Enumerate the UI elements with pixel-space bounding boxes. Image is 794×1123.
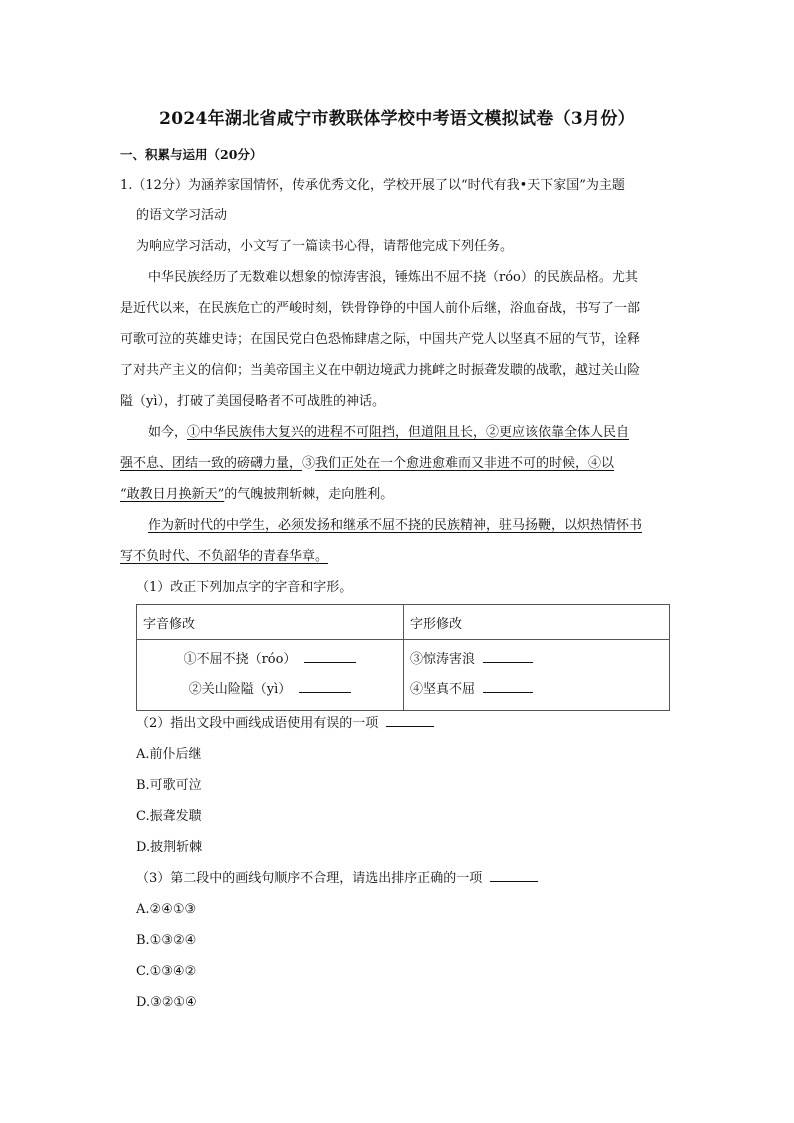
- subquestion-3-text: （3）第二段中的画线句顺序不合理，请选出排序正确的一项: [136, 871, 483, 886]
- passage-p2-text: 如今，: [148, 425, 188, 440]
- table-item: [410, 645, 663, 675]
- passage-p2-line: [120, 485, 393, 505]
- passage-p1-line: 是近代以来，在民族危亡的严峻时刻，铁骨铮铮的中国人前仆后继，浴血奋战，书写了一部: [120, 301, 641, 316]
- passage-p3-line: 作为新时代的中学生，必须发扬和继承不屈不挠的民族精神，驻马扬鞭，以炽热情怀书: [148, 518, 643, 533]
- underlined-sentence-2: ②更应该依靠全体人民自: [486, 425, 630, 440]
- option-item[interactable]: C.①③④②: [136, 964, 197, 979]
- underlined-sentence-4: “敢教日月换新天”: [120, 487, 225, 502]
- answer-blank[interactable]: [483, 650, 533, 663]
- answer-blank[interactable]: [483, 680, 533, 693]
- passage-p1-line: 隘（yì），打破了美国侵略者不可战胜的神话。: [120, 394, 386, 409]
- section-heading: 一、积累与运用（20分）: [120, 147, 263, 162]
- option-item[interactable]: A.前仆后继: [136, 747, 202, 762]
- table-item-text: ①不屈不挠（róo）: [183, 652, 297, 667]
- subquestion-3: [136, 869, 538, 889]
- table-cell-pronunciation: [137, 640, 404, 711]
- passage-p2-line: [148, 423, 629, 443]
- option-item[interactable]: B.①③②④: [136, 933, 197, 948]
- underlined-sentence-3: 我们正处在一个愈进愈难而又非进不可的时候，: [315, 456, 589, 471]
- table-cell-character: [404, 640, 670, 711]
- table-item: [143, 645, 397, 675]
- option-item[interactable]: D.③②①④: [136, 995, 197, 1010]
- sentence-marker-3: ③: [302, 456, 316, 471]
- question-1-line-1: 1.（12分）为涵养家国情怀，传承优秀文化，学校开展了以“时代有我•天下家国”为主题: [120, 178, 625, 193]
- option-item[interactable]: D.披荆斩棘: [136, 840, 203, 855]
- answer-blank[interactable]: [299, 680, 351, 693]
- table-item: [143, 675, 397, 705]
- subquestion-1: （1）改正下列加点字的字音和字形。: [136, 580, 353, 595]
- passage-p2-text: 的气魄披荆斩棘，走向胜利。: [224, 487, 394, 502]
- table-item-text: ②关山险隘（yì）: [188, 682, 292, 697]
- table-item-text: ④坚真不屈: [410, 682, 476, 697]
- subquestion-2-text: （2）指出文段中画线成语使用有误的一项: [136, 716, 379, 731]
- underlined-sentence-2: 强不息、团结一致的磅礴力量，: [120, 456, 303, 471]
- underlined-sentence-4: ④以: [588, 456, 615, 471]
- passage-p1-line: 中华民族经历了无数难以想象的惊涛害浪，锤炼出不屈不挠（róo）的民族品格。尤其: [148, 270, 638, 285]
- passage-p2-line: [120, 454, 614, 474]
- answer-blank[interactable]: [386, 714, 434, 727]
- option-item[interactable]: A.②④①③: [136, 902, 197, 917]
- question-1-intro: 为响应学习活动，小文写了一篇读书心得，请帮他完成下列任务。: [136, 239, 514, 254]
- table-item-text: ③惊涛害浪: [410, 652, 476, 667]
- answer-blank[interactable]: [304, 650, 356, 663]
- passage-p3-line: 写不负时代、不负韶华的青春华章。: [120, 549, 329, 564]
- table-item: [410, 675, 663, 705]
- table-header-character: 字形修改: [404, 605, 670, 640]
- passage-p1-line: 了对共产主义的信仰；当美帝国主义在中朝边境武力挑衅之时振聋发聩的战歌，越过关山险: [120, 363, 641, 378]
- passage-p1-line: 可歌可泣的英雄史诗；在国民党白色恐怖肆虐之际，中国共产党人以坚真不屈的气节，诠释: [120, 332, 641, 347]
- option-item[interactable]: B.可歌可泣: [136, 778, 202, 793]
- question-1-line-2: 的语文学习活动: [136, 208, 228, 223]
- answer-blank[interactable]: [490, 869, 538, 882]
- subquestion-2: [136, 714, 434, 734]
- table-header-pronunciation: 字音修改: [137, 605, 404, 640]
- option-item[interactable]: C.振聋发聩: [136, 809, 202, 824]
- correction-table: [136, 604, 670, 711]
- page-title: 2024年湖北省咸宁市教联体学校中考语文模拟试卷（3月份）: [159, 109, 635, 129]
- underlined-sentence-1: ①中华民族伟大复兴的进程不可阻挡，但道阻且长，: [187, 425, 487, 440]
